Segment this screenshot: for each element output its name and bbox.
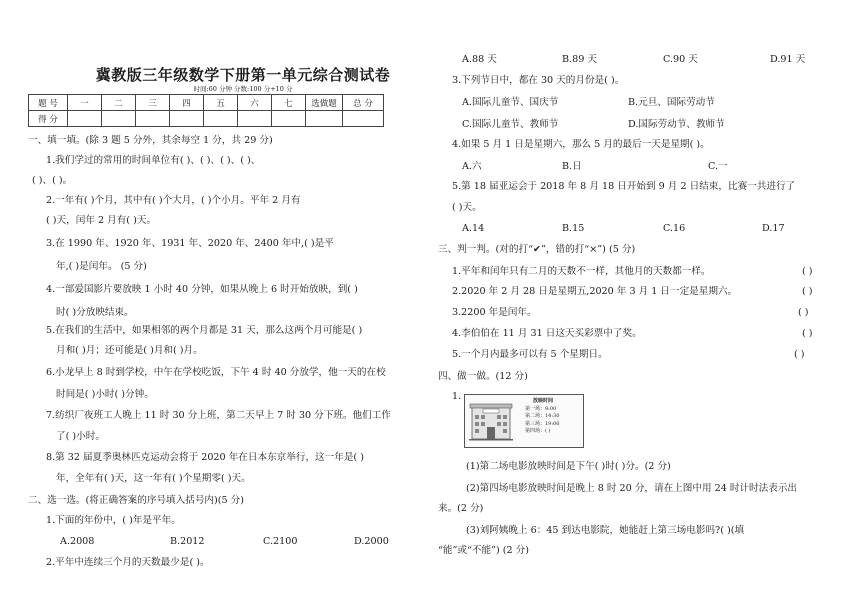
- judge-statement: 1.平年和闰年只有二月的天数不一样，其他月的天数都一样。: [452, 266, 711, 277]
- answer-paren[interactable]: ( ): [802, 286, 813, 297]
- question-line: 3.在 1990 年、1920 年、1931 年、2020 年、2400 年中,( )是平: [46, 238, 334, 249]
- question-line: (2)第四场电影放映时间是晚上 8 时 20 分，请在上图中用 24 时计时法表示出: [466, 483, 798, 494]
- question-line: (1)第二场电影放映时间是下午( )时( )分。(2 分): [466, 461, 671, 472]
- question-line: 了( )小时。: [56, 431, 105, 442]
- question-line: 5.第 18 届亚运会于 2018 年 8 月 18 日开始到 9 月 2 日结束，比赛一共进行了: [452, 181, 796, 192]
- question-line: 4.如果 5 月 1 日是星期六，那么 5 月的最后一天是星期( )。: [452, 139, 710, 150]
- option: C.16: [663, 223, 686, 234]
- question-line: 2.平年中连续三个月的天数最少是( )。: [46, 557, 210, 568]
- answer-paren[interactable]: ( ): [794, 349, 805, 360]
- option: C.90 天: [663, 54, 698, 65]
- question-line: 年,( )是闰年。 (5 分): [56, 261, 147, 272]
- score-cell[interactable]: [238, 111, 272, 127]
- section-3-heading: 三、判一判。(对的打“✔”，错的打“×”) (5 分): [438, 244, 636, 255]
- schedule-heading: 放映时间: [533, 398, 554, 404]
- score-cell[interactable]: [306, 111, 343, 127]
- option: D.国际劳动节、教师节: [628, 119, 725, 130]
- exam-info: 时间:60 分钟 分数:100 分+10 分: [193, 85, 293, 93]
- schedule-line: 第四场：( ): [525, 428, 551, 435]
- score-cell[interactable]: [68, 111, 102, 127]
- question-line: 年，全年有( )天，这一年有( )个星期零( )天。: [56, 473, 251, 484]
- score-header-cell: 五: [204, 95, 238, 111]
- score-header-cell: 选做题: [306, 95, 343, 111]
- cinema-poster: [464, 394, 584, 448]
- answer-paren[interactable]: ( ): [798, 307, 809, 318]
- judge-statement: 3.2200 年是闰年。: [452, 307, 537, 318]
- option: B.15: [562, 223, 585, 234]
- score-header-cell: 题 号: [29, 95, 68, 111]
- section-1-heading: 一、填一填。(除 3 题 5 分外，其余每空 1 分，共 29 分): [28, 135, 273, 146]
- question-line: 6.小龙早上 8 时到学校，中午在学校吃饭，下午 4 时 40 分放学，他一天的在校: [46, 367, 386, 378]
- question-line: ( )天，闰年 2 月有( )天。: [46, 215, 157, 226]
- option: A.国际儿童节、国庆节: [462, 97, 559, 108]
- option: B.2012: [170, 536, 205, 547]
- schedule-line: 第二场：14:30: [525, 413, 560, 420]
- answer-paren[interactable]: ( ): [802, 328, 813, 339]
- question-line: 2.一年有( )个月，其中有( )个大月，( )个小月。平年 2 月有: [46, 195, 301, 206]
- score-cell[interactable]: [343, 111, 384, 127]
- question-line: ( )天。: [452, 202, 482, 213]
- score-label-cell: 得 分: [29, 111, 68, 127]
- option: C.2100: [263, 536, 298, 547]
- score-header-cell: 总 分: [343, 95, 384, 111]
- score-header-cell: 一: [68, 95, 102, 111]
- question-line: 来。(2 分): [438, 503, 484, 514]
- judge-statement: 5.一个月内最多可以有 5 个星期日。: [452, 349, 608, 360]
- score-header-cell: 三: [136, 95, 170, 111]
- option: A.88 天: [462, 54, 497, 65]
- schedule-line: 第一场：9:00: [525, 405, 557, 412]
- score-header-cell: 二: [102, 95, 136, 111]
- question-line: 8.第 32 届夏季奥林匹克运动会将于 2020 年在日本东京举行，这一年是( ): [46, 452, 364, 463]
- option: A.六: [462, 161, 482, 172]
- option: D.2000: [354, 536, 389, 547]
- score-table: [28, 94, 384, 127]
- page-title: 冀教版三年级数学下册第一单元综合测试卷: [95, 66, 391, 84]
- schedule-line: 第三场：19:00: [525, 420, 560, 427]
- option: B.日: [562, 161, 582, 172]
- score-header-cell: 七: [272, 95, 306, 111]
- score-cell[interactable]: [102, 111, 136, 127]
- option: B.元旦、国际劳动节: [628, 97, 715, 108]
- question-number: 1.: [452, 391, 462, 402]
- option: C.一: [708, 161, 728, 172]
- score-header-cell: 六: [238, 95, 272, 111]
- question-line: 4.一部爱国影片要放映 1 小时 40 分钟，如果从晚上 6 时开始放映，到( ): [46, 284, 358, 295]
- option: D.91 天: [770, 54, 806, 65]
- judge-statement: 4.李伯伯在 11 月 31 日这天买彩票中了奖。: [452, 328, 642, 339]
- question-line: 1.下面的年份中，( )年是平年。: [46, 515, 181, 526]
- question-line: ( )、( )。: [32, 175, 73, 186]
- score-cell[interactable]: [204, 111, 238, 127]
- judge-statement: 2.2020 年 2 月 28 日是星期五,2020 年 3 月 1 日一定是星期六。: [452, 286, 738, 297]
- option: D.17: [762, 223, 785, 234]
- option: B.89 天: [562, 54, 597, 65]
- score-cell[interactable]: [136, 111, 170, 127]
- question-line: (3)刘阿姨晚上 6：45 到达电影院，她能赶上第三场电影吗?( )(填: [466, 525, 745, 536]
- score-header-cell: 四: [170, 95, 204, 111]
- question-line: 5.在我们的生活中，如果相邻的两个月都是 31 天，那么这两个月可能是( ): [46, 325, 363, 336]
- section-2-heading: 二、选一选。(将正确答案的序号填入括号内)(5 分): [28, 495, 244, 506]
- question-line: 7.纺织厂夜班工人晚上 11 时 30 分上班，第二天早上 7 时 30 分下班。他们工作: [46, 410, 391, 421]
- question-line: 1.我们学过的常用的时间单位有( )、( )、( )、( )、: [46, 155, 261, 166]
- question-line: 时间是( )小时( )分钟。: [56, 389, 154, 400]
- question-line: 时( )分放映结束。: [56, 307, 134, 318]
- schedule-box: [525, 398, 559, 436]
- question-line: 月和( )月；还可能是( )月和( )月。: [56, 345, 203, 356]
- section-4-heading: 四、做一做。(12 分): [438, 371, 528, 382]
- score-cell[interactable]: [170, 111, 204, 127]
- option: A.2008: [60, 536, 95, 547]
- score-cell[interactable]: [272, 111, 306, 127]
- question-line: 3.下列节日中，都在 30 天的月份是( )。: [452, 75, 625, 86]
- question-line: “能”或“不能”) (2 分): [438, 545, 530, 556]
- cinema-building-icon: [468, 401, 514, 441]
- option: A.14: [462, 223, 485, 234]
- answer-paren[interactable]: ( ): [802, 266, 813, 277]
- option: C.国际儿童节、教师节: [462, 119, 559, 130]
